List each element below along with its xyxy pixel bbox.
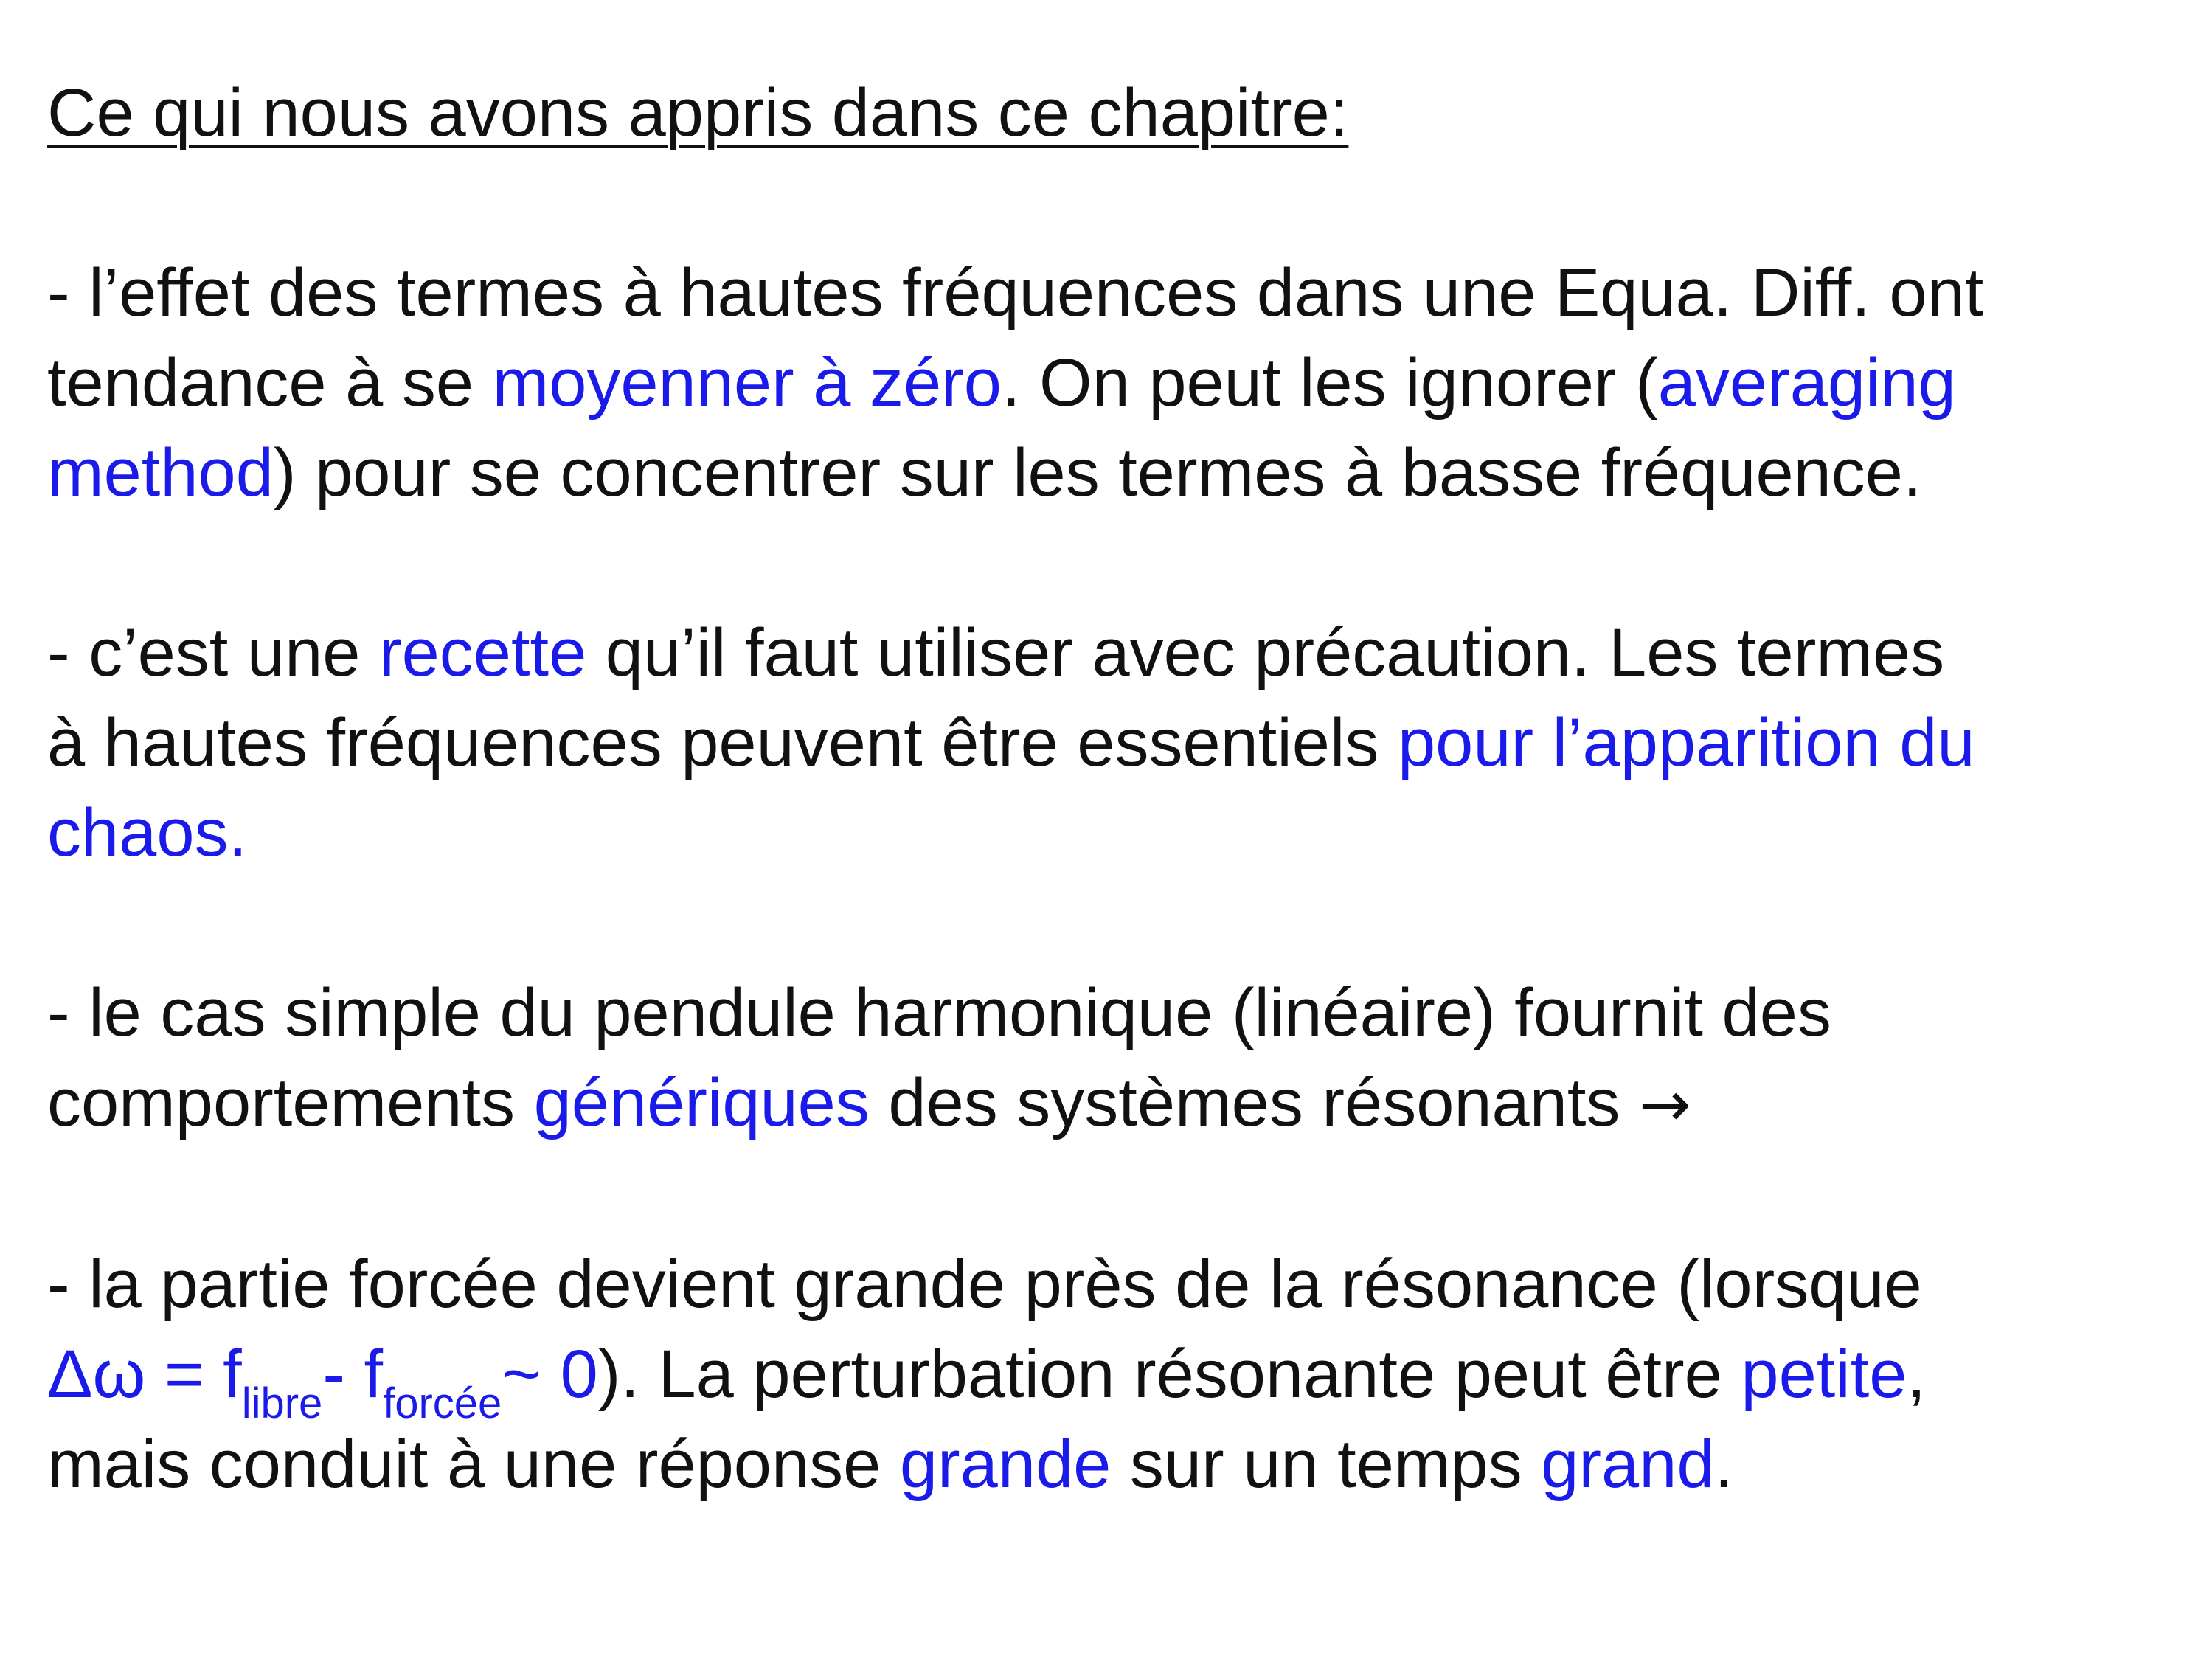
formula-part: - f [322, 1337, 384, 1412]
text-segment: ) pour se concentrer sur les termes à basse fréquence. [273, 435, 1922, 510]
bullet-resonance-line-3 [47, 1419, 2171, 1509]
slide-title: Ce qui nous avons appris dans ce chapitre: [47, 75, 1349, 150]
text-segment: mais conduit à une réponse [47, 1427, 900, 1502]
text-segment: qu’il faut utiliser avec précaution. Les termes [586, 615, 1945, 690]
text-segment: - la partie forcée devient grande près de la résonance (lorsque [47, 1247, 1922, 1322]
highlight-averaging: averaging [1657, 345, 1956, 420]
text-segment: comportements [47, 1065, 534, 1140]
bullet-averaging-line-2 [47, 338, 2171, 428]
highlight-grand: grand [1541, 1427, 1715, 1502]
highlight-apparition: pour l’apparition du [1397, 705, 1975, 780]
bullet-pendule [47, 968, 2171, 1149]
text-segment: , [1907, 1337, 1927, 1412]
bullet-recette-line-2 [47, 698, 2171, 788]
bullet-averaging-line-3 [47, 428, 2171, 518]
text-segment: . On peut les ignorer ( [1001, 345, 1658, 420]
text-segment: - l’effet des termes à hautes fréquences dans une Equa. Diff. ont [47, 255, 1984, 330]
spacer [47, 1149, 2171, 1239]
arrow-right-icon: → [1638, 1068, 1691, 1140]
bullet-recette-line-3 [47, 788, 2171, 878]
slide-content [47, 68, 2171, 1509]
spacer [47, 878, 2171, 968]
bullet-recette [47, 608, 2171, 878]
subscript-forcee: forcée [383, 1379, 502, 1427]
text-segment: tendance à se [47, 345, 493, 420]
bullet-resonance-line-1 [47, 1239, 2171, 1329]
formula-part: Δω = f [47, 1337, 242, 1412]
highlight-petite: petite [1741, 1337, 1907, 1412]
highlight-chaos: chaos. [47, 795, 248, 870]
formula-delta-omega [47, 1337, 598, 1427]
bullet-averaging [47, 248, 2171, 518]
bullet-pendule-line-2 [47, 1058, 2171, 1149]
formula-part: ~ 0 [502, 1337, 598, 1412]
text-segment: - c’est une [47, 615, 379, 690]
bullet-resonance-line-2 [47, 1329, 2171, 1427]
bullet-recette-line-1 [47, 608, 2171, 698]
bullet-resonance [47, 1239, 2171, 1509]
bullet-averaging-line-1 [47, 248, 2171, 338]
text-segment: des systèmes résonants [869, 1065, 1639, 1140]
spacer [47, 518, 2171, 608]
text-segment: . [1714, 1427, 1734, 1502]
highlight-grande: grande [899, 1427, 1112, 1502]
highlight-generiques: génériques [533, 1065, 870, 1140]
spacer [47, 158, 2171, 248]
highlight-recette: recette [378, 615, 587, 690]
highlight-moyenner: moyenner à zéro [492, 345, 1002, 420]
text-segment: - le cas simple du pendule harmonique (linéaire) fournit des [47, 975, 1831, 1050]
text-segment: sur un temps [1111, 1427, 1542, 1502]
highlight-method: method [47, 435, 274, 510]
bullet-pendule-line-1 [47, 968, 2171, 1058]
text-segment: ). La perturbation résonante peut être [597, 1337, 1741, 1412]
text-segment: à hautes fréquences peuvent être essentiels [47, 705, 1398, 780]
subscript-libre: libre [241, 1379, 323, 1427]
